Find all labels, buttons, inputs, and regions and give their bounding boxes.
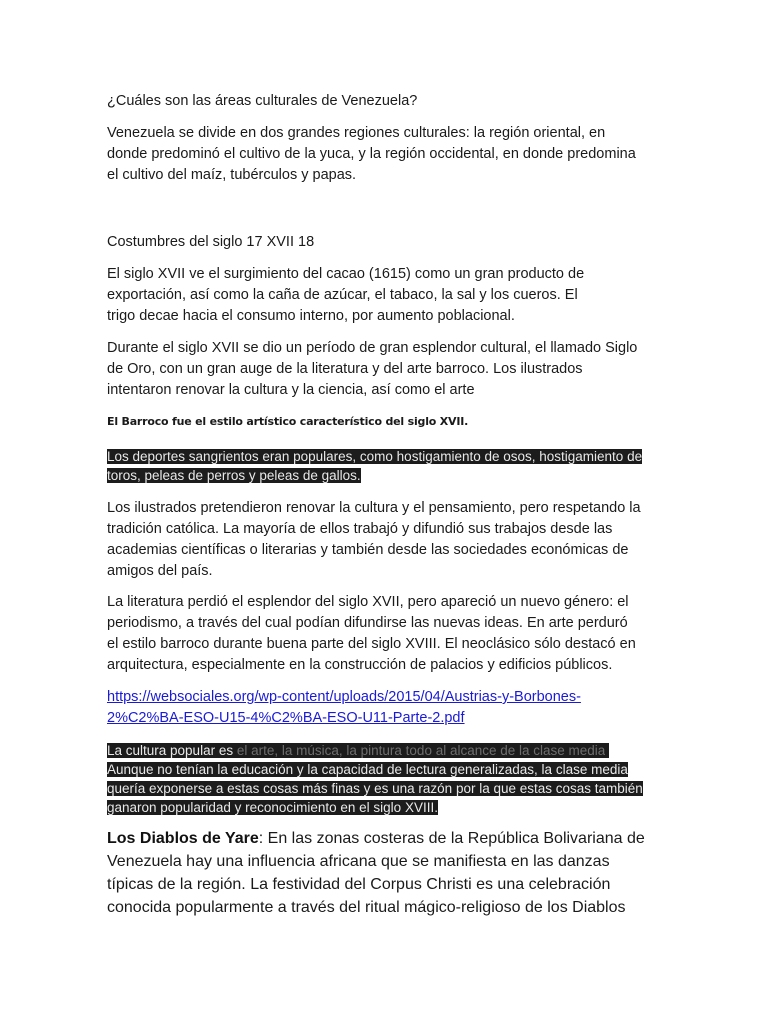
- para-literature-line-3: el estilo barroco durante buena parte del siglo XVIII. El neoclásico sólo destacó en: [107, 636, 636, 652]
- para-diablos-line-4: conocida popularmente a través del ritual mágico-religioso de los Diablos: [107, 899, 626, 916]
- source-link-line-1: [107, 687, 581, 708]
- para-diablos-line-2: Venezuela hay una influencia africana que se manifiesta en las danzas: [107, 853, 610, 870]
- highlight-popular-lead: La cultura popular es: [107, 743, 234, 758]
- highlight-popular-text-4: ganaron popularidad y reconocimiento en el siglo XVIII.: [107, 800, 438, 815]
- highlight-popular-line-2: [107, 760, 628, 779]
- para-golden-age-line-2: de Oro, con un gran auge de la literatura y del arte barroco. Los ilustrados: [107, 361, 583, 377]
- para-literature-line-1: La literatura perdió el esplendor del siglo XVII, pero apareció un nuevo género: el: [107, 594, 629, 610]
- para-literature-line-4: arquitectura, especialmente en la construcción de palacios y edificios públicos.: [107, 657, 613, 673]
- heading-customs: Costumbres del siglo 17 XVII 18: [107, 234, 315, 250]
- source-link-part-2[interactable]: 2%C2%BA-ESO-U15-4%C2%BA-ESO-U11-Parte-2.pdf: [107, 710, 465, 726]
- heading-cultural-areas: ¿Cuáles son las áreas culturales de Venezuela?: [107, 93, 418, 109]
- highlight-sports-text-2: toros, peleas de perros y peleas de gallos.: [107, 468, 361, 483]
- highlight-sports-line-2: [107, 466, 361, 485]
- para-cacao-line-1: El siglo XVII ve el surgimiento del cacao (1615) como un gran producto de: [107, 266, 585, 282]
- diablos-line-1-rest: : En las zonas costeras de la República Bolivariana de: [258, 830, 645, 847]
- para-regions-line-3: el cultivo del maíz, tubérculos y papas.: [107, 167, 357, 183]
- para-enlightened-line-3: academias científicas o literarias y también desde las sociedades económicas de: [107, 542, 629, 558]
- para-cacao-line-2: exportación, así como la caña de azúcar, el tabaco, la sal y los cueros. El: [107, 287, 578, 303]
- para-cacao-line-3: trigo decae hacia el consumo interno, por aumento poblacional.: [107, 308, 515, 324]
- para-diablos-line-1: [107, 828, 645, 851]
- highlight-sports-text-1: Los deportes sangrientos eran populares, como hostigamiento de osos, hostigamiento de: [107, 449, 643, 464]
- para-diablos-line-3: típicas de la región. La festividad del Corpus Christi es una celebración: [107, 876, 611, 893]
- highlight-popular-text-2: Aunque no tenían la educación y la capacidad de lectura generalizadas, la clase media: [107, 762, 628, 777]
- para-enlightened-line-2: tradición católica. La mayoría de ellos trabajó y difundió sus trabajos desde las: [107, 521, 613, 537]
- baroque-note: El Barroco fue el estilo artístico característico del siglo XVII.: [107, 415, 469, 428]
- para-regions-line-2: donde predominó el cultivo de la yuca, y la región occidental, en donde predomina: [107, 146, 636, 162]
- diablos-term: Los Diablos de Yare: [107, 830, 259, 847]
- highlight-popular-text-3: quería exponerse a estas cosas más finas y es una razón por la que estas cosas también: [107, 781, 643, 796]
- highlight-popular-line-1: [107, 741, 609, 760]
- para-regions-line-1: Venezuela se divide en dos grandes regiones culturales: la región oriental, en: [107, 125, 606, 141]
- source-link-line-2: [107, 708, 465, 729]
- highlight-popular-tail: [605, 743, 609, 758]
- para-golden-age-line-1: Durante el siglo XVII se dio un período de gran esplendor cultural, el llamado Siglo: [107, 340, 638, 356]
- para-golden-age-line-3: intentaron renovar la cultura y la ciencia, así como el arte: [107, 382, 475, 398]
- source-link-part-1[interactable]: https://websociales.org/wp-content/uploads/2015/04/Austrias-y-Borbones-: [107, 689, 581, 705]
- para-literature-line-2: periodismo, a través del cual podían difundirse las nuevas ideas. En arte perduró: [107, 615, 628, 631]
- para-enlightened-line-1: Los ilustrados pretendieron renovar la cultura y el pensamiento, pero respetando la: [107, 500, 641, 516]
- highlight-popular-line-3: [107, 779, 643, 798]
- highlight-popular-faint: el arte, la música, la pintura todo al alcance de la clase media: [233, 743, 606, 758]
- para-enlightened-line-4: amigos del país.: [107, 563, 213, 579]
- highlight-popular-line-4: [107, 798, 438, 817]
- highlight-sports-line-1: [107, 447, 642, 466]
